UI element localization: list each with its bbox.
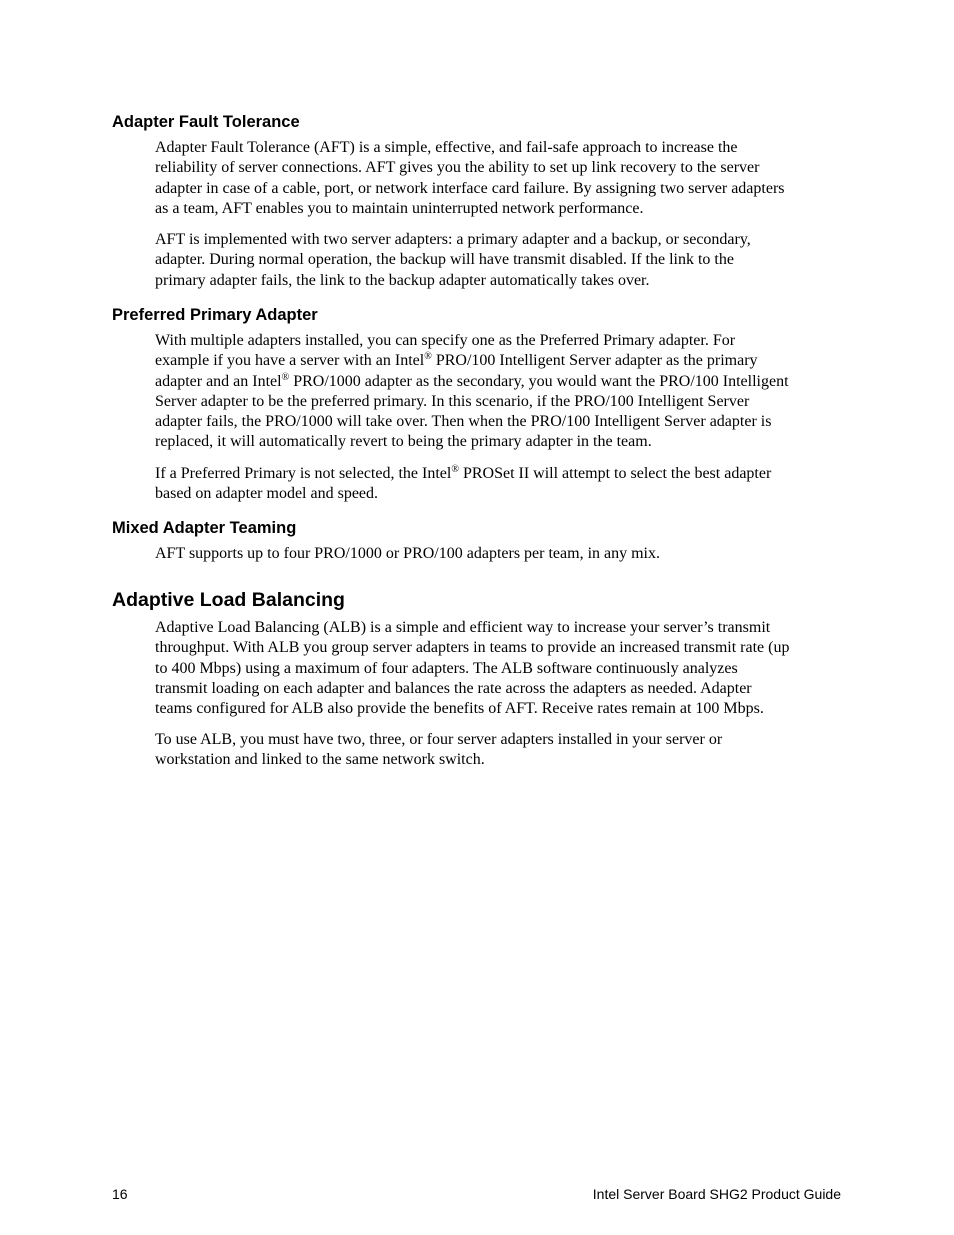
text-line	[155, 464, 855, 484]
text-line: reliability of server connections. AFT gives you the ability to set up link recovery to the server	[155, 159, 760, 177]
text-segment: PRO/1000 adapter as the secondary, you would want the PRO/100 Intelligent	[289, 372, 789, 390]
text-line: AFT supports up to four PRO/1000 or PRO/100 adapters per team, in any mix.	[155, 545, 660, 562]
page-number: 16	[112, 1186, 128, 1202]
text-line: teams configured for ALB also provide the benefits of AFT. Receive rates remain at 100 Mbps.	[155, 700, 764, 718]
paragraph-preferred-primary	[155, 331, 855, 453]
paragraph-alb-intro	[155, 618, 855, 719]
text-line: AFT is implemented with two server adapters: a primary adapter and a backup, or secondary,	[155, 231, 751, 248]
registered-mark: ®	[451, 464, 459, 475]
paragraph-alb-requirements	[155, 730, 855, 771]
heading-adapter-fault-tolerance: Adapter Fault Tolerance	[112, 113, 300, 131]
text-line: With multiple adapters installed, you can specify one as the Preferred Primary adapter. For	[155, 332, 736, 349]
text-line: Adaptive Load Balancing (ALB) is a simple and efficient way to increase your server’s transmit	[155, 619, 771, 636]
text-line: adapter. During normal operation, the backup will have transmit disabled. If the link to the	[155, 251, 734, 269]
paragraph-aft-intro	[155, 138, 855, 219]
text-line: Adapter Fault Tolerance (AFT) is a simple, effective, and fail-safe approach to increase the	[155, 139, 738, 156]
heading-adaptive-load-balancing: Adaptive Load Balancing	[112, 589, 345, 611]
text-line: adapter in case of a cable, port, or network interface card failure. By assigning two server adapters	[155, 179, 785, 197]
text-segment: example if you have a server with an Intel	[155, 352, 425, 370]
text-segment: PROSet II will attempt to select the best adapter	[458, 465, 772, 482]
text-segment: PRO/100 Intelligent Server adapter as the primary	[431, 352, 758, 370]
text-line: to 400 Mbps) using a maximum of four adapters. The ALB software continuously analyzes	[155, 659, 738, 677]
footer-document-title: Intel Server Board SHG2 Product Guide	[592, 1186, 841, 1202]
registered-mark: ®	[424, 351, 432, 363]
paragraph-mixed-teaming	[155, 544, 855, 564]
registered-mark: ®	[281, 371, 290, 383]
text-line: as a team, AFT enables you to maintain uninterrupted network performance.	[155, 199, 644, 217]
paragraph-aft-implementation	[155, 230, 855, 291]
text-line: replaced, it will automatically revert to being the primary adapter in the team.	[155, 433, 652, 451]
text-line: Server adapter to be the preferred primary. In this scenario, if the PRO/100 Intelligent Server	[155, 392, 750, 410]
text-line: based on adapter model and speed.	[155, 485, 379, 503]
text-line: throughput. With ALB you group server adapters in teams to provide an increased transmit rate (up	[155, 639, 790, 657]
text-line	[155, 351, 855, 371]
text-segment: adapter and an Intel	[155, 372, 282, 390]
text-line: adapter fails, the PRO/1000 will take over. Then when the PRO/100 Intelligent Server adapter is	[155, 413, 772, 431]
text-line	[155, 372, 855, 392]
paragraph-preferred-not-selected	[155, 464, 855, 505]
text-line: workstation and linked to the same network switch.	[155, 751, 485, 769]
heading-preferred-primary-adapter: Preferred Primary Adapter	[112, 306, 318, 324]
text-line: transmit loading on each adapter and balances the rate across the adapters as needed. Adapter	[155, 679, 752, 697]
text-segment: If a Preferred Primary is not selected, the Intel	[155, 465, 452, 482]
heading-mixed-adapter-teaming: Mixed Adapter Teaming	[112, 519, 297, 537]
text-line: To use ALB, you must have two, three, or four server adapters installed in your server or	[155, 731, 723, 748]
text-line: primary adapter fails, the link to the backup adapter automatically takes over.	[155, 271, 650, 289]
